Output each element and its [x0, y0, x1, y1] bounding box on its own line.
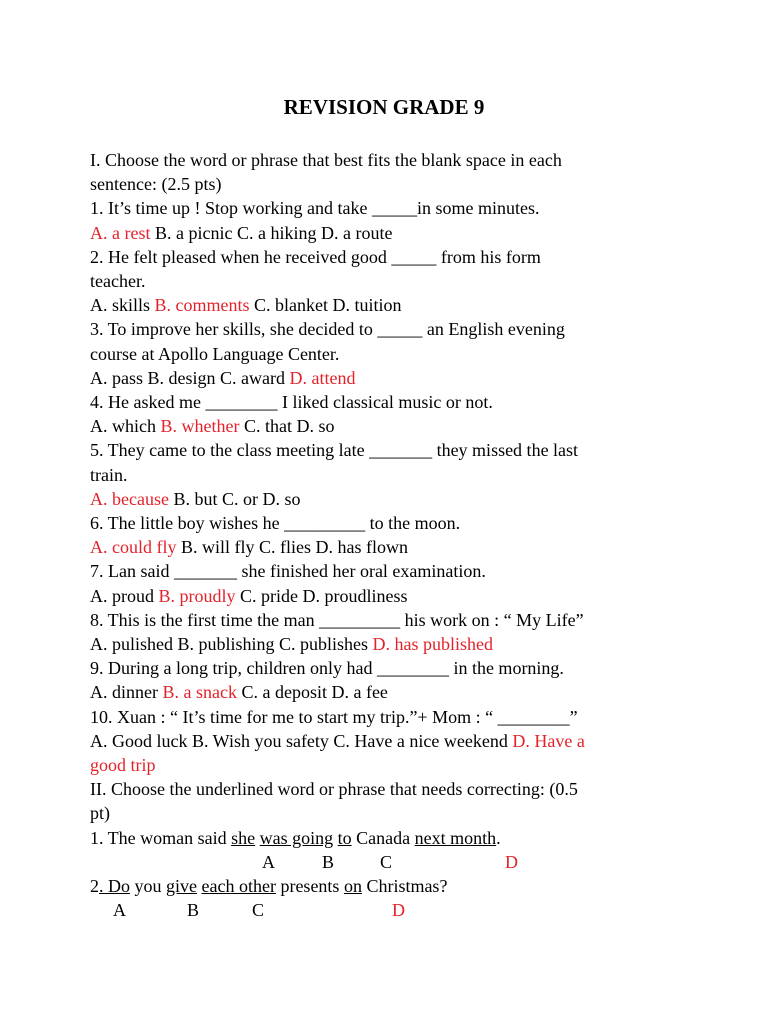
s2-q1-letter-b: B: [322, 851, 335, 872]
q2-stem-line1: 2. He felt pleased when he received good _____ from his form: [90, 246, 541, 267]
q5-options: [90, 487, 670, 511]
s2-q1-letter-c: C: [380, 851, 393, 872]
s2-q2-letter-a: A: [113, 900, 126, 921]
q6-stem: 6. The little boy wishes he _________ to the moon.: [90, 513, 461, 534]
q4-answer: B. whether: [160, 416, 240, 437]
q1-stem: 1. It’s time up ! Stop working and take _____in some minutes.: [90, 198, 540, 219]
q8-option-abc: A. pulished B. publishing C. publishes: [90, 634, 373, 655]
q2-option-a: A. skills: [90, 295, 155, 316]
s2-q2-number: 2: [90, 876, 99, 897]
q6-options: [90, 535, 670, 559]
q10-options: [90, 729, 670, 753]
s2-q2-underlined-c: each other: [201, 876, 276, 897]
q10-answer-part1: D. Have a: [512, 730, 585, 751]
s2-q1-underlined-b: was going: [259, 827, 334, 848]
s2-q1-letters: [90, 850, 670, 874]
q7-option-a: A. proud: [90, 585, 159, 606]
q9-answer: B. a snack: [162, 682, 237, 703]
q9-option-a: A. dinner: [90, 682, 163, 703]
q2-options: [90, 293, 670, 317]
q7-options: [90, 584, 670, 608]
q10-answer-part2: good trip: [90, 755, 156, 776]
q2-answer: B. comments: [154, 295, 250, 316]
s2-q2-letter-b: B: [187, 900, 200, 921]
document-title: REVISION GRADE 9: [283, 95, 485, 119]
q5-stem-line2: train.: [90, 464, 128, 485]
s2-q2-letters: [90, 898, 670, 922]
s2-q2-letter-c: C: [252, 900, 265, 921]
q4-option-cd: C. that D. so: [239, 416, 335, 437]
q3-answer: D. attend: [289, 367, 356, 388]
q5-other-options: B. but C. or D. so: [168, 488, 301, 509]
s2-q1-letter-a: A: [262, 851, 275, 872]
q2-stem-line2: teacher.: [90, 271, 146, 292]
s2-q1-letter-d: D: [505, 851, 518, 872]
q4-option-a: A. which: [90, 416, 161, 437]
q7-answer: B. proudly: [158, 585, 236, 606]
s2-q2-sentence: [90, 874, 670, 898]
q9-options: [90, 680, 670, 704]
q3-stem-line2: course at Apollo Language Center.: [90, 343, 340, 364]
s2-q2-underlined-d: on: [343, 876, 362, 897]
section2-heading-line1: II. Choose the underlined word or phrase that needs correcting: (0.5: [90, 779, 578, 800]
s2-q1-middle: Canada: [351, 827, 415, 848]
q2-option-cd: C. blanket D. tuition: [249, 295, 402, 316]
q1-answer: A. a rest: [90, 222, 151, 243]
s2-q1-prefix: 1. The woman said: [90, 827, 232, 848]
q8-options: [90, 632, 670, 656]
s2-q2-letter-d: D: [392, 900, 405, 921]
document-body: [90, 148, 670, 922]
q10-option-abc: A. Good luck B. Wish you safety C. Have a nice weekend: [90, 730, 513, 751]
s2-q2-end: Christmas?: [361, 876, 448, 897]
s2-q1-end: .: [496, 827, 501, 848]
q7-option-cd: C. pride D. proudliness: [235, 585, 408, 606]
s2-q1-underlined-a: she: [231, 827, 256, 848]
q5-answer: A. because: [90, 488, 169, 509]
section1-heading-line2: sentence: (2.5 pts): [90, 174, 222, 195]
s2-q2-underlined-a: . Do: [99, 876, 130, 897]
q1-other-options: B. a picnic C. a hiking D. a route: [150, 222, 393, 243]
q8-answer: D. has published: [372, 634, 494, 655]
q8-stem: 8. This is the first time the man _________ his work on : “ My Life”: [90, 609, 584, 630]
q10-stem: 10. Xuan : “ It’s time for me to start my trip.”+ Mom : “ ________”: [90, 706, 578, 727]
s2-q2-presents: presents: [275, 876, 344, 897]
q4-options: [90, 414, 670, 438]
q3-stem-line1: 3. To improve her skills, she decided to _____ an English evening: [90, 319, 565, 340]
q9-option-cd: C. a deposit D. a fee: [236, 682, 388, 703]
s2-q1-sentence: [90, 826, 670, 850]
section2-heading-line2: pt): [90, 803, 110, 824]
q3-option-abc: A. pass B. design C. award: [90, 367, 290, 388]
q7-stem: 7. Lan said _______ she finished her oral examination.: [90, 561, 486, 582]
q1-options: [90, 221, 670, 245]
section1-heading-line1: I. Choose the word or phrase that best fits the blank space in each: [90, 150, 562, 170]
q3-options: [90, 366, 670, 390]
q9-stem: 9. During a long trip, children only had ________ in the morning.: [90, 658, 564, 679]
s2-q1-underlined-c: to: [337, 827, 352, 848]
q4-stem: 4. He asked me ________ I liked classical music or not.: [90, 392, 493, 413]
q5-stem-line1: 5. They came to the class meeting late _______ they missed the last: [90, 440, 579, 461]
s2-q1-underlined-d: next month: [414, 827, 497, 848]
s2-q2-underlined-b: give: [166, 876, 197, 897]
s2-q2-you: you: [130, 876, 166, 897]
q6-answer: A. could fly: [90, 537, 177, 558]
q6-other-options: B. will fly C. flies D. has flown: [176, 537, 408, 558]
